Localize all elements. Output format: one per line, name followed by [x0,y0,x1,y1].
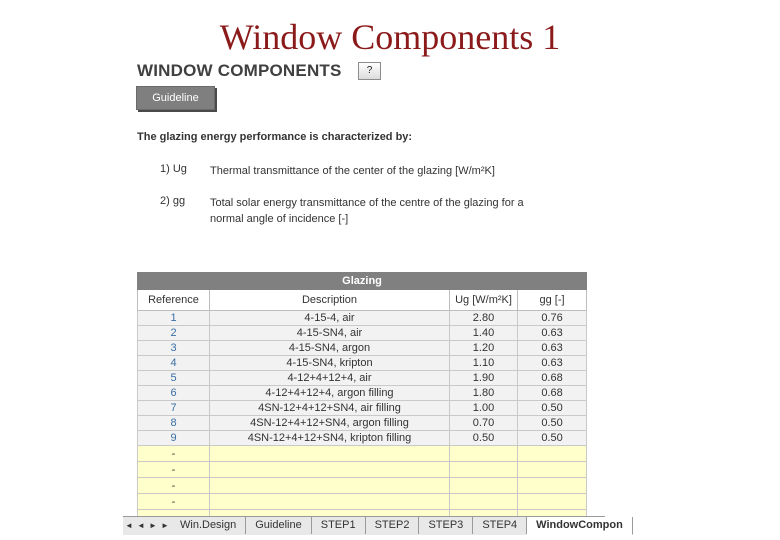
guideline-button[interactable]: Guideline [136,86,215,110]
cell-gg[interactable]: 0.68 [518,371,587,386]
param-1-label: 1) Ug [160,163,187,175]
table-row [138,311,587,326]
sheet-tab-step2[interactable]: STEP2 [366,517,420,534]
sheet-tab-step3[interactable]: STEP3 [419,517,473,534]
sheet-tab-bar [123,516,623,535]
input-cell[interactable] [210,446,450,462]
col-header-ug: Ug [W/m²K] [450,290,518,311]
cell-ug[interactable]: 1.20 [450,341,518,356]
empty-input-row [138,446,587,462]
next-sheet-icon[interactable]: ► [149,521,157,530]
sheet-tab-step4[interactable]: STEP4 [473,517,527,534]
cell-reference[interactable]: - [138,494,210,510]
glazing-table-body [138,311,587,526]
sheet-tab-windowcompon[interactable]: WindowCompon [527,517,633,535]
cell-ug[interactable]: 1.40 [450,326,518,341]
input-cell[interactable] [210,494,450,510]
table-row [138,326,587,341]
table-row [138,431,587,446]
table-row [138,416,587,431]
sheet-tab-guideline[interactable]: Guideline [246,517,311,534]
col-header-reference: Reference [138,290,210,311]
cell-description[interactable]: 4SN-12+4+12+SN4, kripton filling [210,431,450,446]
cell-ug[interactable]: 1.80 [450,386,518,401]
cell-reference[interactable]: 1 [138,311,210,326]
input-cell[interactable] [518,462,587,478]
cell-reference[interactable]: 4 [138,356,210,371]
param-2-description: Total solar energy transmittance of the centre of the glazing for a normal angle of incidence [-] [210,197,524,225]
cell-reference[interactable]: - [138,462,210,478]
cell-gg[interactable]: 0.63 [518,341,587,356]
prev-sheet-icon[interactable]: ◄ [137,521,145,530]
input-cell[interactable] [450,478,518,494]
first-sheet-icon[interactable]: ◄ [125,521,133,530]
cell-reference[interactable]: - [138,478,210,494]
last-sheet-icon[interactable]: ► [161,521,169,530]
table-row [138,401,587,416]
cell-gg[interactable]: 0.68 [518,386,587,401]
input-cell[interactable] [518,446,587,462]
cell-reference[interactable]: - [138,446,210,462]
empty-input-row [138,462,587,478]
empty-input-row [138,478,587,494]
cell-description[interactable]: 4-15-SN4, air [210,326,450,341]
cell-gg[interactable]: 0.76 [518,311,587,326]
cell-ug[interactable]: 1.10 [450,356,518,371]
col-header-gg: gg [-] [518,290,587,311]
cell-description[interactable]: 4SN-12+4+12+SN4, air filling [210,401,450,416]
glazing-table-container [137,272,586,518]
table-row [138,386,587,401]
cell-gg[interactable]: 0.63 [518,356,587,371]
cell-ug[interactable]: 0.70 [450,416,518,431]
param-2-label: 2) gg [160,195,186,207]
glazing-band-header: Glazing [138,273,587,290]
empty-input-row [138,494,587,510]
intro-text: The glazing energy performance is characterized by: [137,131,413,143]
cell-description[interactable]: 4-15-SN4, kripton [210,356,450,371]
cell-ug[interactable]: 0.50 [450,431,518,446]
table-row [138,341,587,356]
cell-gg[interactable]: 0.50 [518,401,587,416]
cell-gg[interactable]: 0.63 [518,326,587,341]
cell-reference[interactable]: 3 [138,341,210,356]
sheet-tab-win-design[interactable]: Win.Design [171,517,246,534]
input-cell[interactable] [450,494,518,510]
table-row [138,356,587,371]
input-cell[interactable] [450,462,518,478]
cell-reference[interactable]: 2 [138,326,210,341]
cell-ug[interactable]: 1.90 [450,371,518,386]
input-cell[interactable] [210,478,450,494]
table-row [138,371,587,386]
cell-reference[interactable]: 5 [138,371,210,386]
input-cell[interactable] [518,478,587,494]
cell-gg[interactable]: 0.50 [518,416,587,431]
cell-ug[interactable]: 1.00 [450,401,518,416]
col-header-description: Description [210,290,450,311]
slide-title: Window Components 1 [219,17,561,57]
input-cell[interactable] [450,446,518,462]
param-1-description: Thermal transmittance of the center of the glazing [W/m²K] [210,165,495,177]
sheet-title: WINDOW COMPONENTS [137,61,342,80]
glazing-table [137,272,587,526]
cell-description[interactable]: 4-12+4+12+4, argon filling [210,386,450,401]
cell-reference[interactable]: 9 [138,431,210,446]
cell-description[interactable]: 4-15-SN4, argon [210,341,450,356]
cell-reference[interactable]: 6 [138,386,210,401]
cell-gg[interactable]: 0.50 [518,431,587,446]
input-cell[interactable] [210,462,450,478]
input-cell[interactable] [518,494,587,510]
cell-reference[interactable]: 7 [138,401,210,416]
sheet-tab-step1[interactable]: STEP1 [312,517,366,534]
cell-description[interactable]: 4-12+4+12+4, air [210,371,450,386]
cell-ug[interactable]: 2.80 [450,311,518,326]
cell-reference[interactable]: 8 [138,416,210,431]
cell-description[interactable]: 4SN-12+4+12+SN4, argon filling [210,416,450,431]
cell-description[interactable]: 4-15-4, air [210,311,450,326]
help-button[interactable]: ? [358,62,381,80]
